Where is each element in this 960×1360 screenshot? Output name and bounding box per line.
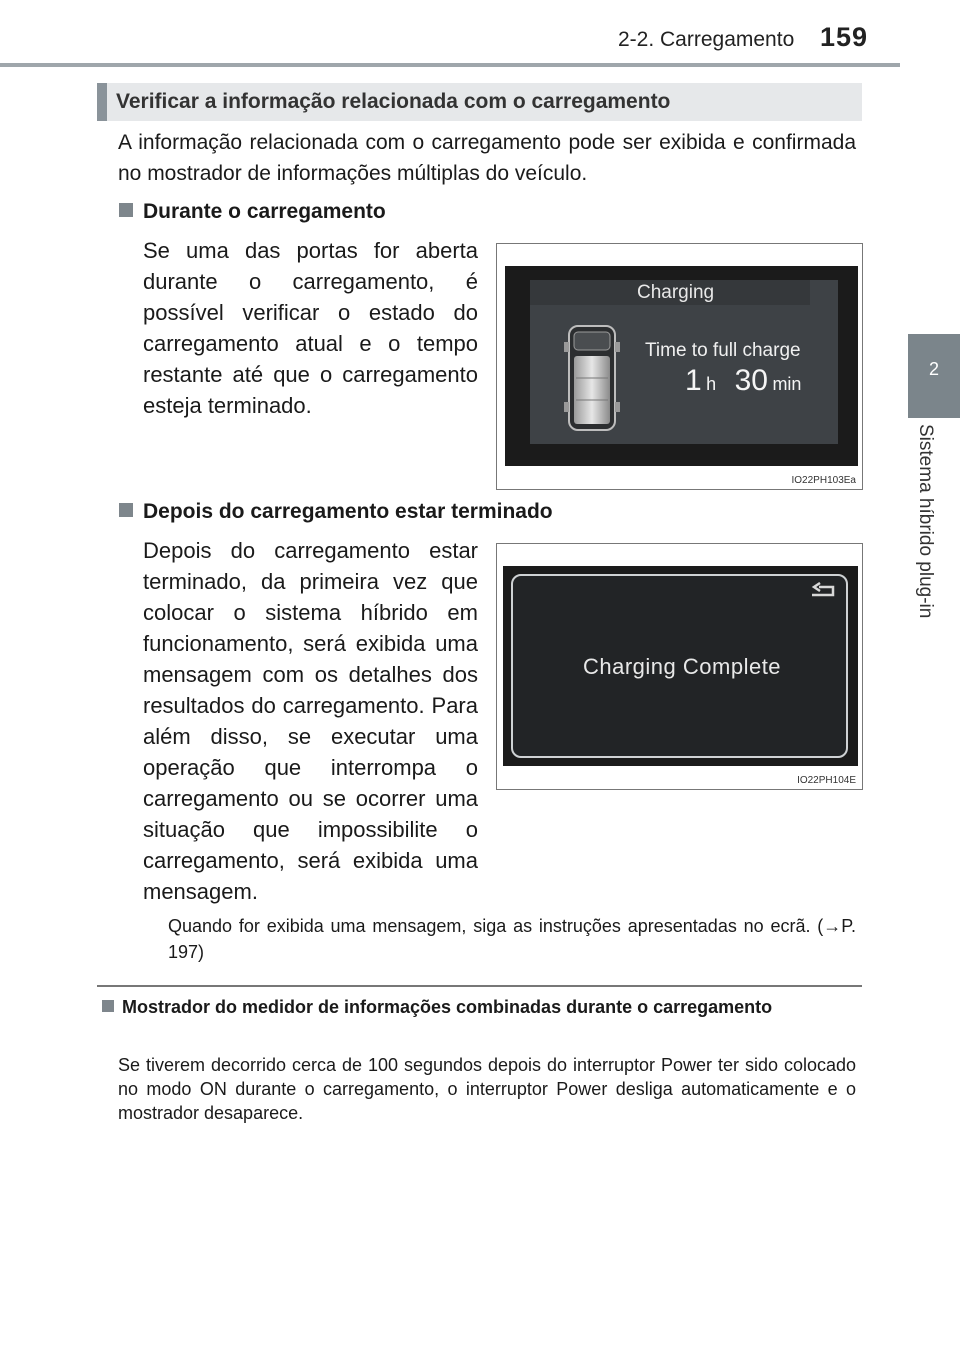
chapter-tab-number: 2 — [908, 334, 960, 418]
square-bullet-icon — [102, 1000, 114, 1012]
figure-charging-display — [496, 243, 863, 490]
display-panel — [530, 280, 838, 444]
message-note: Quando for exibida uma mensagem, siga as instruções apresentadas no ecrã. (→P. 197) — [168, 916, 856, 962]
minutes-value: 30 — [734, 364, 768, 397]
combined-meter-body: Se tiverem decorrido cerca de 100 segundos depois do interruptor Power ter sido colocado no modo ON durante o carregamento, o interruptor Power desliga automaticamente e o mostrador desaparece. — [118, 1055, 856, 1123]
section-heading-text: Verificar a informação relacionada com o carregamento — [116, 90, 671, 113]
figure-charging-complete — [496, 543, 863, 790]
square-bullet-icon — [119, 503, 133, 517]
subheading-text: Depois do carregamento estar terminado — [143, 500, 553, 523]
vehicle-battery-icon — [564, 322, 620, 434]
subheading-during-charging — [119, 200, 386, 224]
subheading-after-charging — [119, 500, 553, 524]
display-screen — [505, 266, 858, 466]
display-tab-header — [530, 280, 810, 305]
header-rule — [0, 63, 900, 67]
subheading-combined-meter — [102, 995, 860, 1019]
square-bullet-icon — [119, 203, 133, 217]
section-heading — [97, 83, 862, 121]
back-arrow-icon — [809, 582, 839, 604]
hours-value: 1 — [685, 364, 702, 397]
figure-code: IO22PH104E — [797, 775, 856, 786]
section-heading-bar — [97, 83, 107, 121]
subheading-text: Durante o carregamento — [143, 200, 386, 223]
running-header-section: 2-2. Carregamento — [618, 28, 795, 51]
page-number: 159 — [820, 22, 869, 52]
intro-paragraph: A informação relacionada com o carregamento pode ser exibida e confirmada no mostrador de informações múltiplas do veículo. — [118, 131, 856, 185]
message-frame — [511, 574, 848, 758]
charging-complete-message: Charging Complete — [583, 654, 782, 679]
figure-code: IO22PH103Ea — [791, 475, 856, 486]
remaining-time — [685, 364, 815, 398]
after-charging-body: Depois do carregamento estar terminado, da primeira vez que colocar o sistema híbrido em funcionamento, será exibida uma mensagem com os detalhes dos resultados do carregamento. Para além disso, se executar uma operação que interrompa o carregamento ou se ocorrer uma situação que impossibilite o carregamento, será exibida uma mensagem. — [143, 538, 478, 904]
minutes-unit: min — [772, 374, 802, 394]
section-divider — [97, 985, 862, 987]
chapter-tab-title: Sistema híbrido plug-in — [915, 424, 936, 619]
subheading-text: Mostrador do medidor de informações combinadas durante o carregamento — [122, 997, 773, 1017]
display-screen — [503, 566, 858, 766]
chapter-tab — [908, 418, 960, 678]
time-to-full-label: Time to full charge — [645, 340, 801, 361]
during-charging-body: Se uma das portas for aberta durante o carregamento, é possível verificar o estado do carregamento atual e o tempo restante até que o carregamento esteja terminado. — [143, 238, 478, 418]
display-header-text: Charging — [637, 282, 715, 303]
hours-unit: h — [706, 374, 717, 394]
